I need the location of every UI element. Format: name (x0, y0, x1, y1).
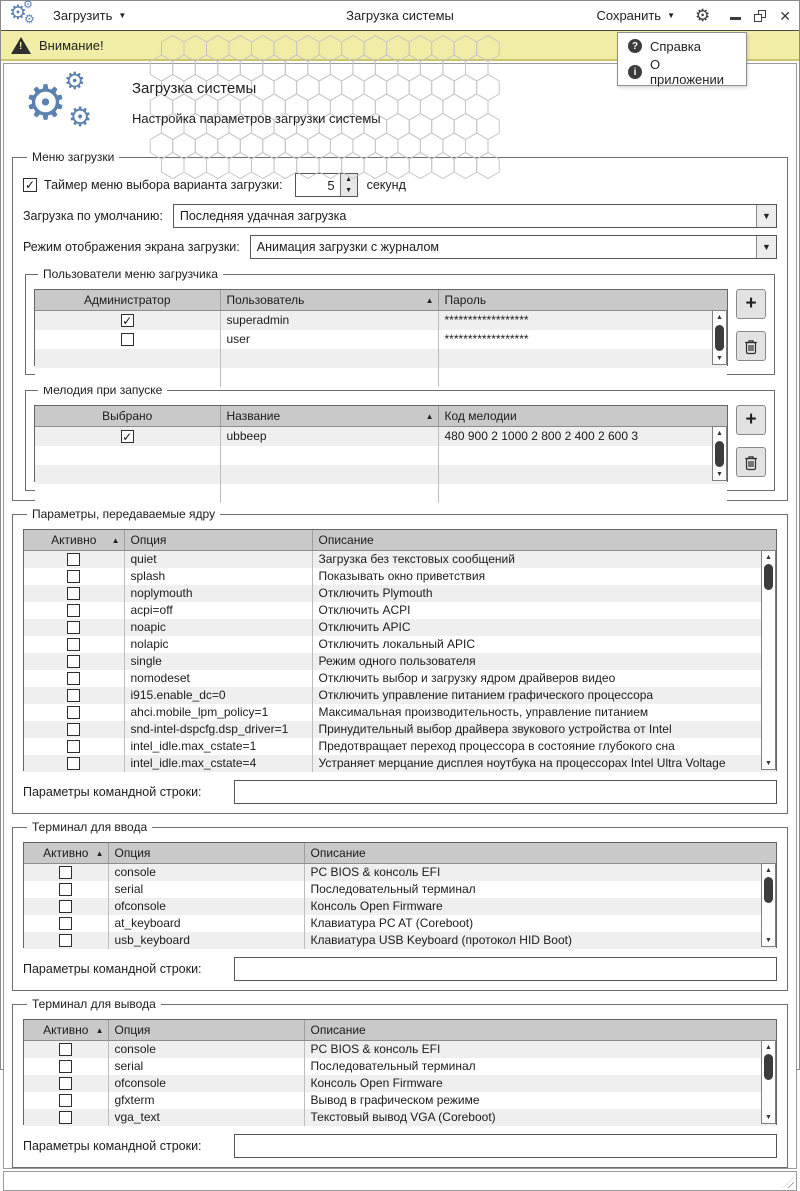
cell: ****************** (444, 313, 529, 328)
delete-melody-button[interactable] (736, 447, 766, 477)
restore-button[interactable] (754, 10, 766, 22)
cmdline-label: Параметры командной строки: (23, 1139, 202, 1153)
table-row[interactable] (35, 427, 727, 446)
table-row[interactable] (24, 864, 776, 881)
save-button[interactable] (590, 4, 681, 27)
table-row[interactable] (24, 1092, 776, 1109)
info-icon: i (628, 65, 642, 79)
toolbar (1, 1, 799, 31)
settings-gear-icon[interactable]: ⚙ (695, 6, 711, 25)
help-icon: ? (628, 39, 642, 53)
cell (24, 1109, 108, 1126)
menu-item-label: Справка (650, 38, 701, 54)
scroll-down-button[interactable]: ▼ (765, 759, 772, 767)
cell: user (220, 330, 438, 349)
row-checkbox[interactable] (67, 757, 80, 770)
group-boot-users (25, 267, 775, 375)
group-kernel-params (12, 507, 788, 814)
cell: Текстовый вывод VGA (Coreboot) (310, 1110, 496, 1124)
row-checkbox[interactable] (59, 1077, 72, 1090)
scroll-up-button[interactable]: ▲ (765, 553, 772, 561)
combobox-value: Анимация загрузки с журналом (256, 240, 440, 254)
cell: console (108, 1041, 304, 1058)
combobox-value: Последняя удачная загрузка (179, 209, 347, 223)
column-header[interactable]: Название ▲ (220, 406, 438, 427)
cell (24, 568, 124, 585)
row-checkbox[interactable] (59, 900, 72, 913)
cell: usb_keyboard (108, 932, 304, 949)
row-checkbox[interactable] (59, 1111, 72, 1124)
kernel-cmdline-input[interactable] (234, 780, 777, 804)
cell: Отключить выбор и загрузку ядром драйверов видео (318, 671, 616, 685)
cell (24, 864, 108, 881)
cell: splash (124, 568, 312, 585)
chevron-down-icon[interactable]: ▼ (756, 236, 776, 258)
window-title: Загрузка системы (346, 8, 454, 23)
group-boot-menu (12, 150, 788, 501)
sort-arrow-icon: ▲ (425, 295, 434, 305)
cell: serial (108, 1058, 304, 1075)
cell (24, 619, 124, 636)
table-row[interactable] (24, 602, 776, 619)
cell: Клавиатура USB Keyboard (протокол HID Boot) (310, 933, 572, 947)
load-button-label: Загрузить (53, 8, 113, 23)
cell (35, 311, 220, 330)
cell (24, 898, 108, 915)
spinner-down-button[interactable]: ▼ (345, 187, 353, 194)
scrollbar-thumb[interactable] (764, 877, 773, 903)
gears-logo-icon: ⚙ ⚙ ⚙ (24, 68, 93, 132)
cell: Предотвращает переход процессора в состояние глубокого сна (318, 739, 675, 753)
cell: Отключить APIC (318, 620, 411, 634)
table-row[interactable] (24, 636, 776, 653)
cell: PC BIOS & консоль EFI (310, 865, 441, 880)
cell (24, 1092, 108, 1109)
cell: ofconsole (108, 1075, 304, 1092)
warning-icon: ! (11, 37, 31, 54)
chevron-down-icon[interactable]: ▼ (756, 205, 776, 227)
timer-checkbox[interactable]: ✓ (24, 178, 36, 192)
cell: superadmin (220, 311, 438, 330)
scroll-down-button[interactable]: ▼ (716, 470, 723, 478)
empty-row (35, 349, 727, 368)
app-logo-icon: ⚙ ⚙ ⚙ (9, 0, 35, 26)
cell: vga_text (108, 1109, 304, 1126)
cell: console (108, 864, 304, 881)
group-legend: Терминал для ввода (32, 820, 148, 834)
scrollbar-thumb[interactable] (715, 325, 724, 351)
cell (24, 585, 124, 602)
column-header[interactable]: Активно ▲ (24, 843, 108, 864)
status-bar (3, 1171, 797, 1191)
column-header[interactable]: Пароль (438, 290, 727, 311)
cell: Отключить ACPI (318, 603, 411, 617)
cell: ofconsole (108, 898, 304, 915)
row-checkbox[interactable] (67, 638, 80, 651)
table-row[interactable] (24, 755, 776, 772)
cell: Последовательный терминал (310, 1059, 476, 1073)
chevron-down-icon: ▼ (667, 11, 676, 20)
timer-unit-label: секунд (366, 178, 406, 192)
cell: PC BIOS & консоль EFI (310, 1042, 441, 1057)
menu-item-help[interactable] (618, 33, 746, 59)
group-legend: Меню загрузки (32, 150, 115, 164)
menu-item-about[interactable] (618, 59, 746, 85)
row-checkbox[interactable] (59, 1060, 72, 1073)
cell: nolapic (124, 636, 312, 653)
minimize-button[interactable] (730, 17, 741, 20)
cell: intel_idle.max_cstate=1 (124, 738, 312, 755)
table-row[interactable] (24, 1041, 776, 1058)
column-header[interactable]: Пользователь ▲ (220, 290, 438, 311)
table-row[interactable] (35, 330, 727, 349)
table-row[interactable] (24, 738, 776, 755)
table-row[interactable] (24, 687, 776, 704)
cell (24, 602, 124, 619)
cell (24, 704, 124, 721)
main-content (3, 63, 797, 1169)
cell: Загрузка без текстовых сообщений (318, 552, 515, 567)
column-header[interactable]: Опция (124, 530, 312, 551)
melody-table (34, 405, 728, 482)
table-row[interactable] (24, 619, 776, 636)
row-checkbox[interactable] (67, 723, 80, 736)
spinner-up-button[interactable]: ▲ (345, 176, 353, 183)
row-checkbox[interactable] (59, 934, 72, 947)
cell (35, 330, 220, 349)
page-subtitle: Настройка параметров загрузки системы (132, 111, 381, 126)
column-header[interactable]: Активно ▲ (24, 1020, 108, 1041)
column-header[interactable]: Код мелодии (438, 406, 727, 427)
display-mode-label: Режим отображения экрана загрузки: (23, 240, 240, 254)
column-header[interactable]: Описание (312, 530, 776, 551)
add-melody-button[interactable]: + (736, 405, 766, 435)
window-controls (730, 9, 791, 23)
warning-text: Внимание! (39, 37, 104, 53)
output-terminal-cmdline-input[interactable] (234, 1134, 777, 1158)
cell (24, 653, 124, 670)
trash-icon (743, 338, 759, 355)
scroll-down-button[interactable]: ▼ (765, 936, 772, 944)
table-row[interactable] (24, 704, 776, 721)
display-mode-combobox[interactable] (250, 235, 777, 259)
row-checkbox[interactable] (59, 1043, 72, 1056)
cell (24, 1075, 108, 1092)
row-checkbox[interactable] (121, 333, 134, 346)
column-header[interactable]: Опция (108, 1020, 304, 1041)
cell: nomodeset (124, 670, 312, 687)
scrollbar-thumb[interactable] (764, 564, 773, 590)
row-checkbox[interactable] (67, 655, 80, 668)
table-scrollbar[interactable] (712, 310, 727, 365)
cell: 480 900 2 1000 2 800 2 400 2 600 3 (444, 429, 639, 444)
table-row[interactable] (24, 1058, 776, 1075)
input-terminal-table (23, 842, 777, 948)
table-row[interactable] (24, 721, 776, 738)
cell: Вывод в графическом режиме (310, 1093, 480, 1107)
cell: Консоль Open Firmware (310, 1076, 443, 1090)
cell: Максимальная производительность, управление питанием (318, 705, 649, 719)
resize-grip[interactable] (783, 1177, 794, 1188)
cell (24, 932, 108, 949)
group-legend: Параметры, передаваемые ядру (32, 507, 216, 521)
cmdline-label: Параметры командной строки: (23, 785, 202, 799)
kernel-params-table (23, 529, 777, 771)
sort-arrow-icon: ▲ (95, 848, 104, 858)
scroll-up-button[interactable]: ▲ (765, 1043, 772, 1051)
page-title: Загрузка системы (132, 80, 257, 97)
scroll-down-button[interactable]: ▼ (716, 354, 723, 362)
cmdline-label: Параметры командной строки: (23, 962, 202, 976)
cell (24, 670, 124, 687)
column-header[interactable]: Описание (304, 1020, 776, 1041)
row-checkbox[interactable]: ✓ (122, 313, 133, 328)
table-row[interactable] (35, 311, 727, 330)
cell: Устраняет мерцание дисплея ноутбука на процессорах Intel Ultra Voltage (318, 756, 726, 770)
save-dropdown-menu (617, 32, 747, 86)
cell: Отключить локальный APIC (318, 637, 476, 651)
load-button[interactable] (47, 4, 132, 27)
cell: ubbeep (220, 427, 438, 446)
row-checkbox[interactable] (67, 689, 80, 702)
save-button-label: Сохранить (596, 8, 662, 23)
row-checkbox[interactable] (67, 604, 80, 617)
timer-value[interactable]: 5 (296, 174, 340, 196)
cell: Показывать окно приветствия (318, 569, 486, 583)
cell (24, 687, 124, 704)
column-header[interactable]: Администратор (35, 290, 220, 311)
table-row[interactable] (24, 585, 776, 602)
cell (24, 721, 124, 738)
menu-item-label: О приложении (650, 57, 724, 87)
table-row[interactable] (24, 670, 776, 687)
group-input-terminal (12, 820, 788, 991)
cell: serial (108, 881, 304, 898)
empty-row (35, 484, 727, 503)
empty-row (35, 446, 727, 465)
default-boot-combobox[interactable] (173, 204, 777, 228)
cell: at_keyboard (108, 915, 304, 932)
empty-row (35, 368, 727, 387)
table-row[interactable] (24, 898, 776, 915)
sort-arrow-icon: ▲ (111, 535, 120, 545)
input-terminal-cmdline-input[interactable] (234, 957, 777, 981)
row-checkbox[interactable] (67, 740, 80, 753)
scroll-up-button[interactable]: ▲ (716, 429, 723, 437)
row-checkbox[interactable] (67, 706, 80, 719)
table-row[interactable] (24, 1109, 776, 1126)
cell: Принудительный выбор драйвера звукового устройства от Intel (318, 722, 672, 736)
cell: Клавиатура PC AT (Coreboot) (310, 916, 474, 930)
cell (24, 738, 124, 755)
cell (24, 881, 108, 898)
row-checkbox[interactable] (67, 553, 80, 566)
cell (24, 915, 108, 932)
table-scrollbar[interactable] (761, 550, 776, 770)
cell (24, 1058, 108, 1075)
cell: Отключить управление питанием графического процессора (318, 688, 654, 702)
cell: noapic (124, 619, 312, 636)
trash-icon (743, 454, 759, 471)
table-scrollbar[interactable] (761, 863, 776, 947)
column-header[interactable]: Опция (108, 843, 304, 864)
column-header[interactable]: Описание (304, 843, 776, 864)
table-row[interactable] (24, 932, 776, 949)
row-checkbox[interactable] (59, 866, 72, 879)
row-checkbox[interactable] (67, 570, 80, 583)
cell: intel_idle.max_cstate=4 (124, 755, 312, 772)
row-checkbox[interactable] (67, 587, 80, 600)
column-header[interactable]: Активно ▲ (24, 530, 124, 551)
add-user-button[interactable]: + (736, 289, 766, 319)
cell: ahci.mobile_lpm_policy=1 (124, 704, 312, 721)
group-startup-melody (25, 383, 775, 491)
table-scrollbar[interactable] (712, 426, 727, 481)
cell: gfxterm (108, 1092, 304, 1109)
cell: Консоль Open Firmware (310, 899, 443, 913)
table-row[interactable] (24, 653, 776, 670)
cell (35, 427, 220, 446)
cell: acpi=off (124, 602, 312, 619)
timer-label: Таймер меню выбора варианта загрузки: (44, 178, 283, 192)
cell (24, 1041, 108, 1058)
delete-user-button[interactable] (736, 331, 766, 361)
row-checkbox[interactable] (67, 621, 80, 634)
output-terminal-table (23, 1019, 777, 1125)
cell: snd-intel-dspcfg.dsp_driver=1 (124, 721, 312, 738)
cell (24, 551, 124, 568)
cell: single (124, 653, 312, 670)
scrollbar-thumb[interactable] (764, 1054, 773, 1080)
column-header[interactable]: Выбрано (35, 406, 220, 427)
row-checkbox[interactable]: ✓ (122, 429, 133, 444)
table-row[interactable] (24, 915, 776, 932)
sort-arrow-icon: ▲ (425, 411, 434, 421)
row-checkbox[interactable] (59, 883, 72, 896)
table-row[interactable] (24, 881, 776, 898)
users-table (34, 289, 728, 366)
table-row[interactable] (24, 551, 776, 568)
cell: Последовательный терминал (310, 882, 476, 896)
scroll-up-button[interactable]: ▲ (716, 313, 723, 321)
cell: Режим одного пользователя (318, 654, 476, 668)
empty-row (35, 465, 727, 484)
table-row[interactable] (24, 568, 776, 585)
group-legend: Терминал для вывода (32, 997, 156, 1011)
chevron-down-icon: ▼ (118, 11, 127, 20)
group-output-terminal (12, 997, 788, 1168)
cell: i915.enable_dc=0 (124, 687, 312, 704)
cell: Отключить Plymouth (318, 586, 433, 600)
cell (24, 755, 124, 772)
table-scrollbar[interactable] (761, 1040, 776, 1124)
scroll-down-button[interactable]: ▼ (765, 1113, 772, 1121)
group-legend: Пользователи меню загрузчика (43, 267, 218, 281)
cell: quiet (124, 551, 312, 568)
close-button[interactable]: ✕ (779, 7, 791, 24)
cell: ****************** (444, 332, 529, 346)
cell (24, 636, 124, 653)
scrollbar-thumb[interactable] (715, 441, 724, 467)
row-checkbox[interactable] (59, 1094, 72, 1107)
cell: noplymouth (124, 585, 312, 602)
sort-arrow-icon: ▲ (95, 1025, 104, 1035)
row-checkbox[interactable] (59, 917, 72, 930)
default-boot-label: Загрузка по умолчанию: (23, 209, 163, 223)
group-legend: Мелодия при запуске (43, 383, 163, 397)
scroll-up-button[interactable]: ▲ (765, 866, 772, 874)
row-checkbox[interactable] (67, 672, 80, 685)
table-row[interactable] (24, 1075, 776, 1092)
